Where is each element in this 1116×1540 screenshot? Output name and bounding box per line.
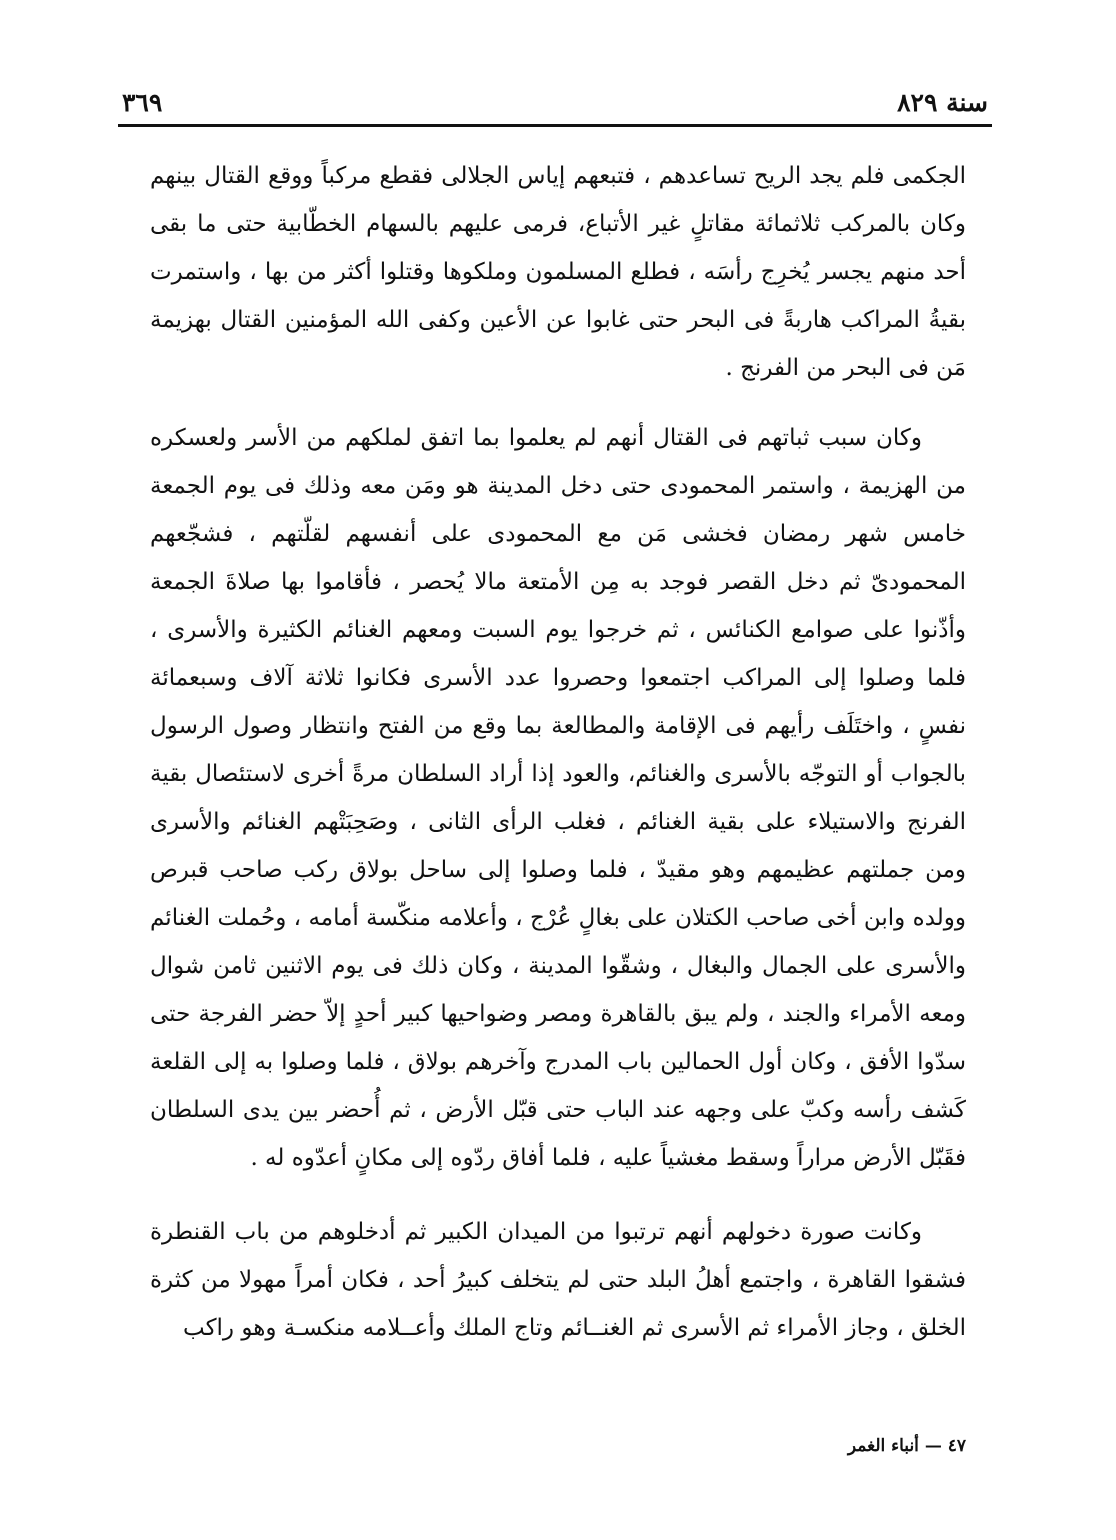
paragraph-gap <box>150 392 966 414</box>
header-rule <box>118 124 992 127</box>
page-header <box>122 82 988 122</box>
paragraph-2: وكان سبب ثباتهم فى القتال أنهم لم يعلموا بما اتفق لملكهم من الأسر ولعسكره من الهزيمة ، واستمر المحمودى حتى دخل المدينة هو ومَن معه وذلك فى يوم الجمعة خامس شهر رمضان فخشى مَن مع المحمودى على أنفسهم لقلّتهم ، فشجّعهم المحمودىّ ثم دخل القصر فوجد به مِن الأمتعة مالا يُحصر ، فأقاموا بها صلاةَ الجمعة وأذّنوا على صوامع الكنائس ، ثم خرجوا يوم السبت ومعهم الغنائم الكثيرة والأسرى ، فلما وصلوا إلى المراكب اجتمعوا وحصروا عدد الأسرى فكانوا ثلاثة آلاف وسبعمائة نفسٍ ، واختَلَف رأيهم فى الإقامة والمطالعة بما وقع من الفتح وانتظار وصول الرسول بالجواب أو التوجّه بالأسرى والغنائم، والعود إذا أراد السلطان مرةً أخرى لاستئصال بقية الفرنج والاستيلاء على بقية الغنائم ، فغلب الرأى الثانى ، وصَحِبَتْهم الغنائم والأسرى ومن جملتهم عظيمهم وهو مقيدّ ، فلما وصلوا إلى ساحل بولاق ركب صاحب قبرص وولده وابن أخى صاحب الكتلان على بغالٍ عُرْج ، وأعلامه منكّسة أمامه ، وحُملت الغنائم والأسرى على الجمال والبغال ، وشقّوا المدينة ، وكان ذلك فى يوم الاثنين ثامن شوال ومعه الأمراء والجند ، ولم يبق بالقاهرة ومصر وضواحيها كبير أحدٍ إلاّ حضر الفرجة حتى سدّوا الأفق ، وكان أول الحمالين باب المدرج وآخرهم بولاق ، فلما وصلوا به إلى القلعة كَشف رأسه وكبّ على وجهه عند الباب حتى قبّل الأرض ، ثم أُحضر بين يدى السلطان فقَبّل الأرض مراراً وسقط مغشياً عليه ، فلما أفاق ردّوه إلى مكانٍ أعدّوه له . <box>150 425 967 1171</box>
header-year: سنة ٨٢٩ <box>897 87 988 117</box>
paragraph-1: الجكمى فلم يجد الريح تساعدهم ، فتبعهم إياس الجلالى فقطع مركباً ووقع القتال بينهم وكان بالمركب ثلاثمائة مقاتلٍ غير الأتباع، فرمى عليهم بالسهام الخطّابية حتى ما بقى أحد منهم يجسر يُخرِج رأسَه ، فطلع المسلمون وملكوها وقتلوا أكثر من بها ، واستمرت بقيةُ المراكب هاربةً فى البحر حتى غابوا عن الأعين وكفى الله المؤمنين القتال بهزيمة مَن فى البحر من الفرنج . <box>150 163 966 381</box>
paragraph-gap <box>150 1182 966 1208</box>
header-page-number: ٣٦٩ <box>122 87 163 117</box>
paragraph-3: وكانت صورة دخولهم أنهم ترتبوا من الميدان الكبير ثم أدخلوهم من باب القنطرة فشقوا القاهرة ، واجتمع أهلُ البلد حتى لم يتخلف كبيرُ أحد ، فكان أمراً مهولا من كثرة الخلق ، وجاز الأمراء ثم الأسرى ثم الغنــائم وتاج الملك وأعــلامه منكسـة وهو راكب <box>150 1219 966 1341</box>
signature-mark: ٤٧ — أنباء الغمر <box>847 1436 966 1456</box>
body-text <box>150 152 966 1352</box>
